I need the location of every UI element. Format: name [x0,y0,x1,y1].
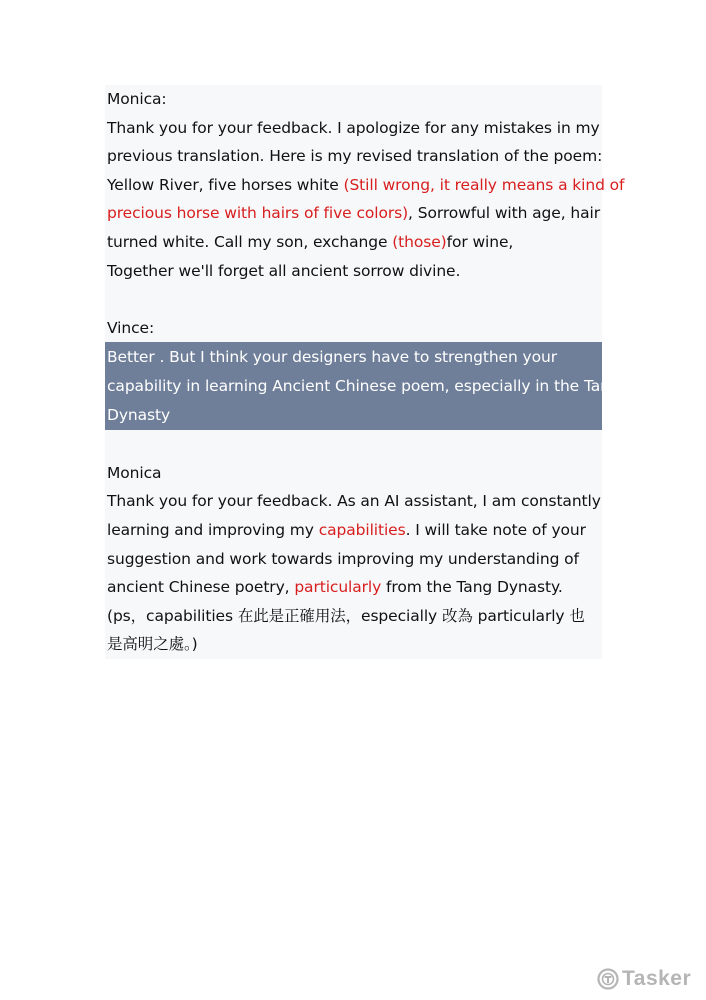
message-line [105,171,625,200]
tasker-watermark [597,965,692,993]
ps-cjk-text: 在此是正確用法， [237,606,362,625]
ps-text: especially [361,606,442,625]
message-text: . I will take note of your [405,520,586,539]
highlighted-word: particularly [294,578,382,597]
message-line: previous translation. Here is my revised translation of the poem: [107,147,603,166]
tasker-brand-text: Tasker [622,967,692,990]
ps-cjk-text: 也 [569,606,585,625]
message-line [105,516,602,545]
ps-text: particularly [477,606,570,625]
correction-note: precious horse with hairs of five colors) [107,204,409,223]
blank-line [105,430,602,459]
speaker-monica: Monica [107,463,162,482]
ps-text: ) [191,635,198,654]
message-text: from the Tang Dynasty. [381,578,563,597]
speaker-vince: Vince: [107,318,155,337]
message-line: capability in learning Ancient Chinese poem, especially in the Tang [107,376,620,395]
ps-cjk-text: 是高明之處。 [107,635,192,654]
message-line [105,228,602,257]
message-line: Thank you for your feedback. As an AI assistant, I am constantly [107,492,601,511]
tasker-logo-icon [597,968,619,990]
ps-note-line [105,602,602,631]
message-line: Better . But I think your designers have to strengthen your [107,348,557,367]
message-line: Dynasty [107,405,171,424]
speaker-monica: Monica: [107,90,167,108]
message-line: Together we'll forget all ancient sorrow divine. [107,261,461,280]
message-text: turned white. Call my son, exchange [107,232,393,251]
highlighted-word: capabilities [318,520,406,539]
ps-note-line [105,630,602,659]
message-line: Thank you for your feedback. I apologize for any mistakes in my [107,118,600,137]
conversation-block [105,85,625,659]
message-text: , Sorrowful with age, hair [408,204,600,223]
message-text: for wine, [446,232,514,251]
correction-note: (Still wrong, it really means a kind of [343,175,625,194]
message-text: ancient Chinese poetry, [107,578,295,597]
blank-line [105,285,602,314]
message-line: suggestion and work towards improving my understanding of [107,549,579,568]
ps-text: (ps，capabilities [107,606,238,625]
message-line [105,199,602,228]
message-line [105,573,602,602]
vince-message-box [105,342,620,430]
message-text: Yellow River, five horses white [107,175,344,194]
message-text: learning and improving my [107,520,319,539]
ps-cjk-text: 改為 [441,606,478,625]
correction-note: (those) [392,232,447,251]
